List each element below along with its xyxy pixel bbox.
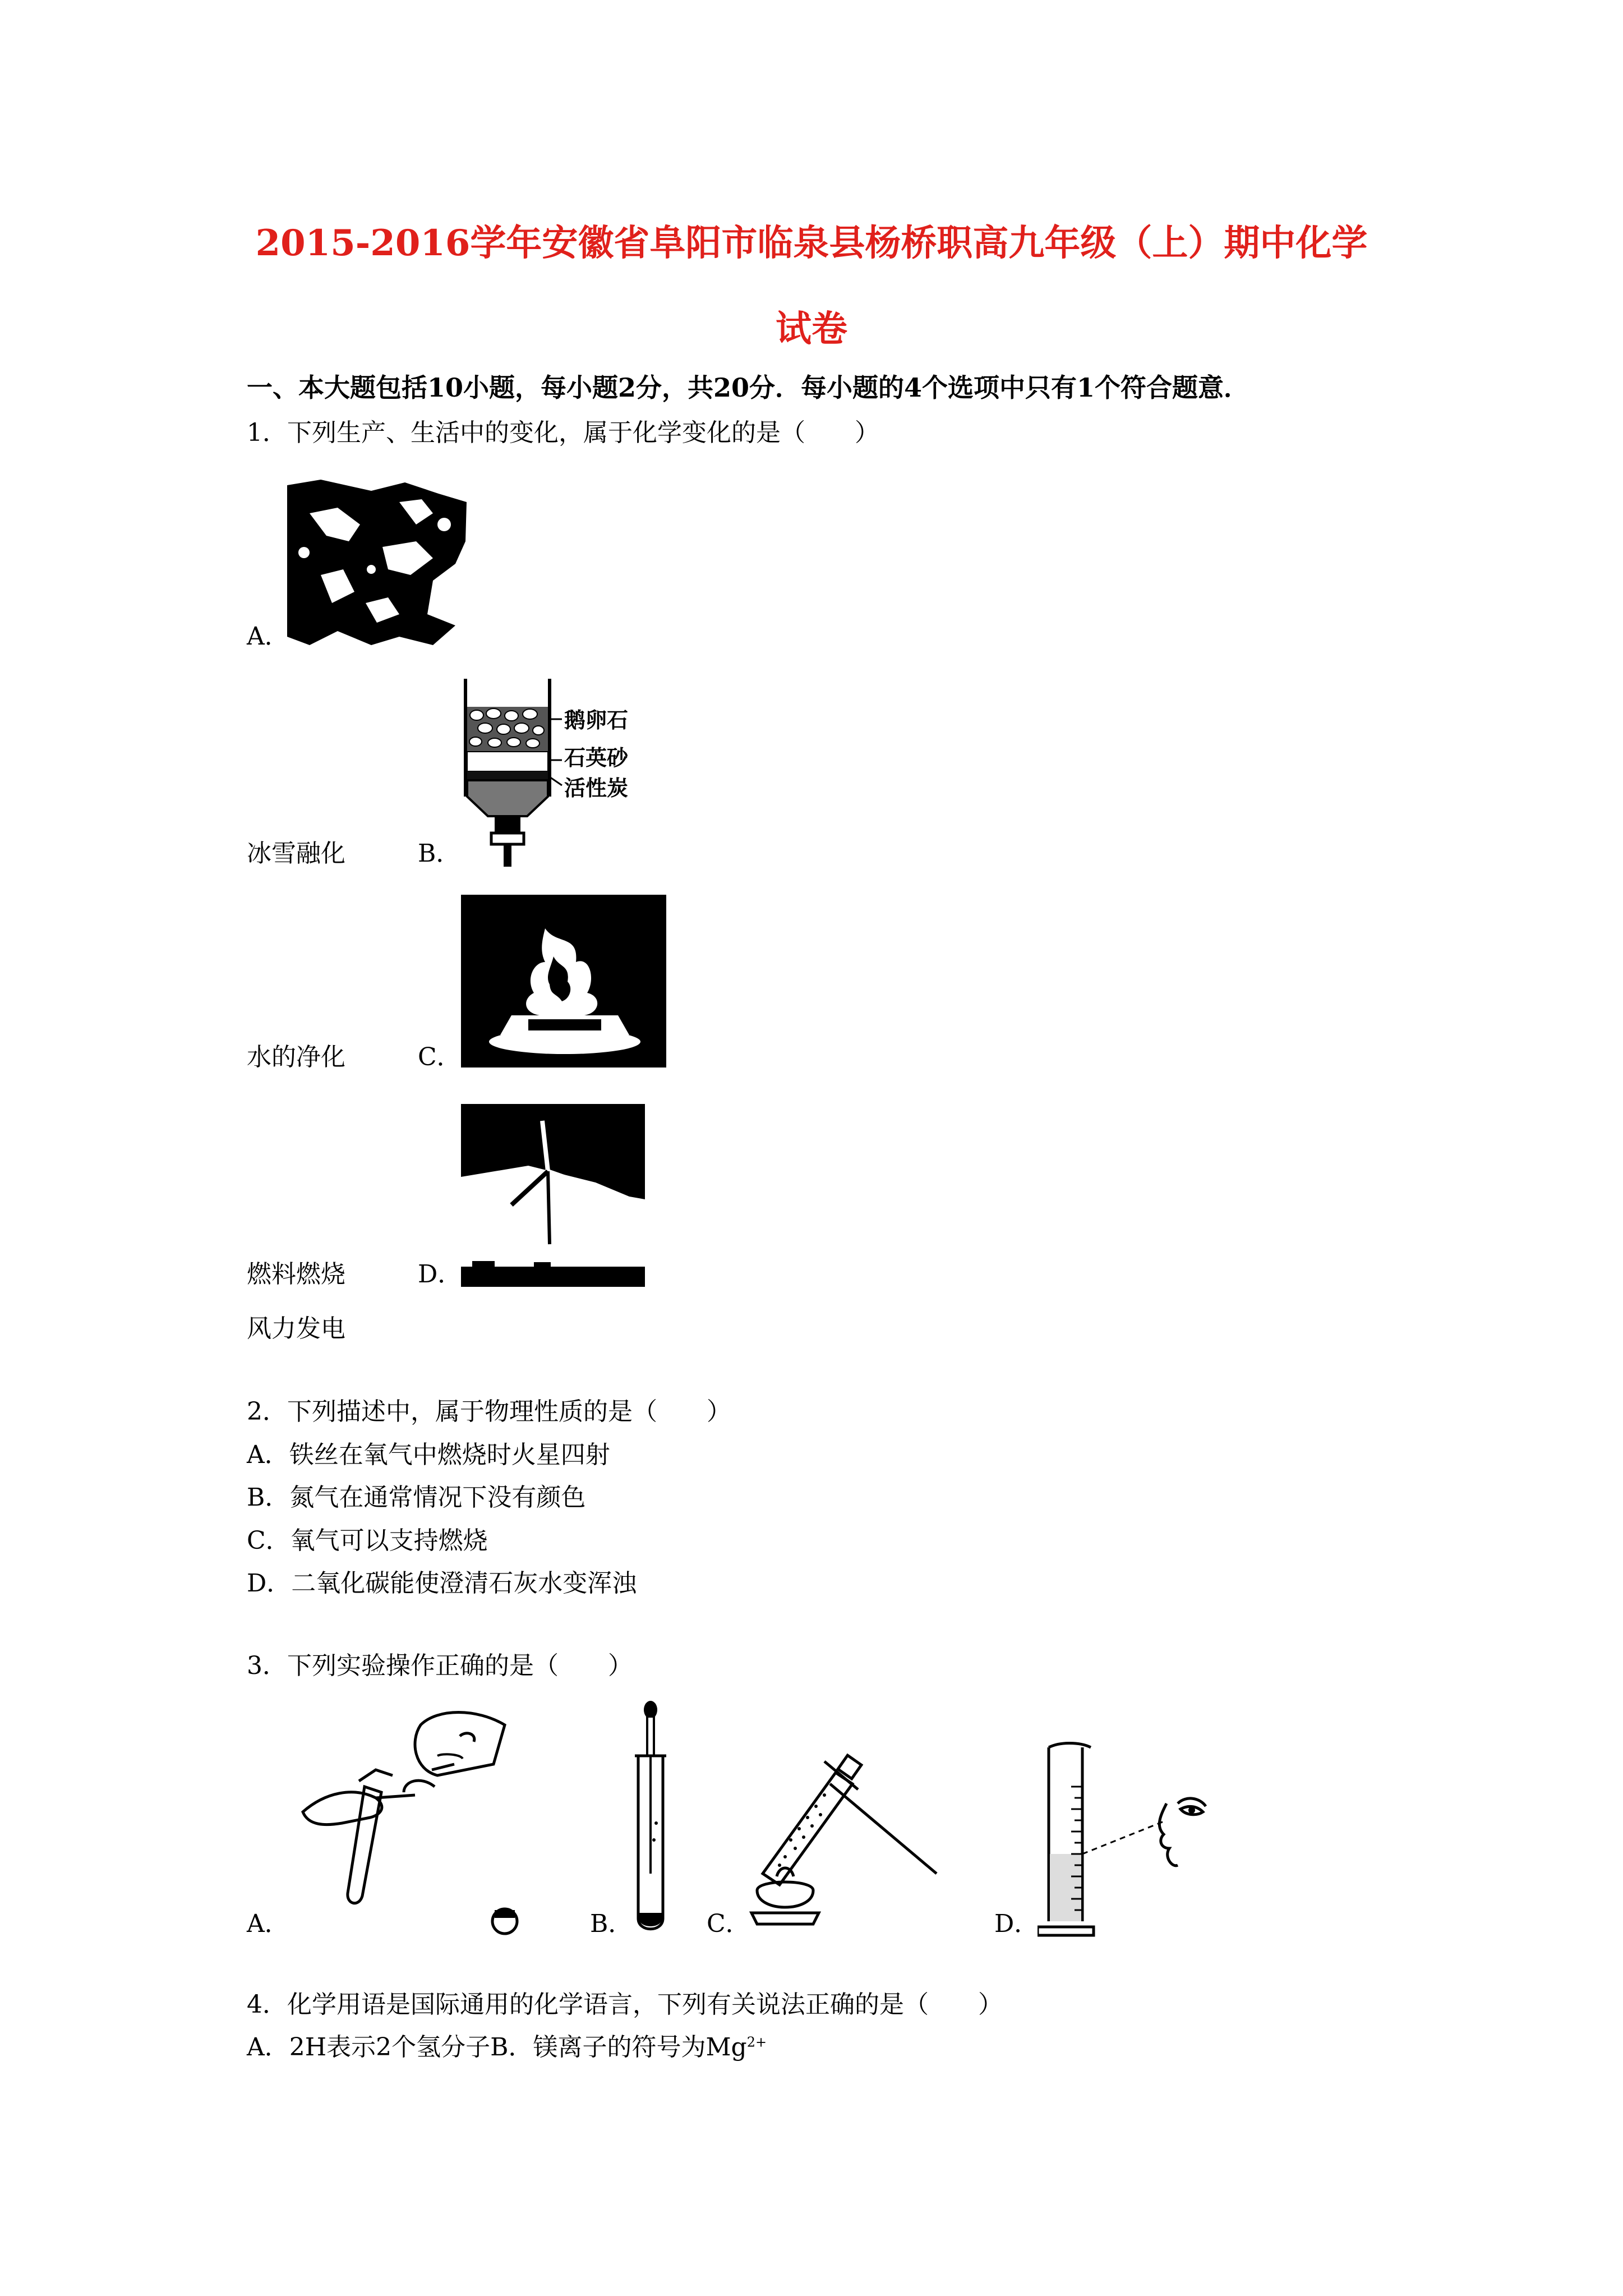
filter-label-carbon: 活性炭 bbox=[564, 775, 629, 800]
q4-option-b: B．镁离子的符号为Mg bbox=[490, 2033, 747, 2062]
page-title-line2: 试卷 bbox=[776, 308, 847, 350]
q2-option-b: B．氮气在通常情况下没有颜色 bbox=[247, 1483, 586, 1512]
question-3-stem: 3．下列实验操作正确的是（ ） bbox=[247, 1651, 633, 1680]
q1-option-d-caption: 风力发电 bbox=[247, 1314, 345, 1343]
q4-option-a: A．2H表示2个氢分子 bbox=[247, 2033, 491, 2062]
q4-option-b-superscript: 2+ bbox=[746, 2034, 767, 2050]
q3-option-c-letter: C． bbox=[707, 1910, 750, 1938]
q1-option-d-letter: D． bbox=[418, 1260, 463, 1289]
heating-test-tube-image bbox=[746, 1745, 970, 1930]
q3-option-b-letter: B． bbox=[590, 1910, 633, 1938]
q1-option-b-letter: B． bbox=[418, 839, 461, 868]
graduated-cylinder-image bbox=[1038, 1742, 1217, 1944]
q2-option-c: C．氧气可以支持燃烧 bbox=[247, 1526, 488, 1555]
wind-power-image bbox=[461, 1104, 645, 1287]
q2-option-d: D．二氧化碳能使澄清石灰水变浑浊 bbox=[247, 1569, 637, 1598]
q3-option-a-letter: A． bbox=[247, 1910, 289, 1938]
q1-option-c-caption: 燃料燃烧 bbox=[247, 1260, 345, 1289]
filter-label-quartz: 石英砂 bbox=[564, 745, 629, 770]
dropper-test-tube-image bbox=[634, 1700, 667, 1935]
filter-label-pebble: 鹅卵石 bbox=[564, 707, 629, 733]
section-heading: 一、本大题包括10小题，每小题2分，共20分．每小题的4个选项中只有1个符合题意． bbox=[247, 372, 1250, 403]
fuel-burning-image bbox=[461, 895, 666, 1068]
pouring-liquid-image bbox=[292, 1703, 527, 1938]
q1-option-a-caption: 冰雪融化 bbox=[247, 839, 345, 868]
snow-melting-image bbox=[287, 480, 469, 645]
question-4-stem: 4．化学用语是国际通用的化学语言，下列有关说法正确的是（ ） bbox=[247, 1990, 1003, 2019]
water-filter-image bbox=[460, 679, 662, 875]
q4-line bbox=[247, 2035, 767, 2060]
q1-option-c-letter: C． bbox=[418, 1043, 462, 1071]
question-1-stem: 1．下列生产、生活中的变化，属于化学变化的是（ ） bbox=[247, 418, 879, 447]
question-2-stem: 2．下列描述中，属于物理性质的是（ ） bbox=[247, 1397, 731, 1426]
q1-option-a-letter: A． bbox=[247, 622, 289, 651]
page-title: 2015-2016学年安徽省阜阳市临泉县杨桥职高九年级（上）期中化学 bbox=[255, 222, 1368, 264]
q2-option-a: A．铁丝在氧气中燃烧时火星四射 bbox=[247, 1441, 610, 1469]
q1-option-b-caption: 水的净化 bbox=[247, 1043, 345, 1071]
q3-option-d-letter: D． bbox=[994, 1910, 1039, 1938]
